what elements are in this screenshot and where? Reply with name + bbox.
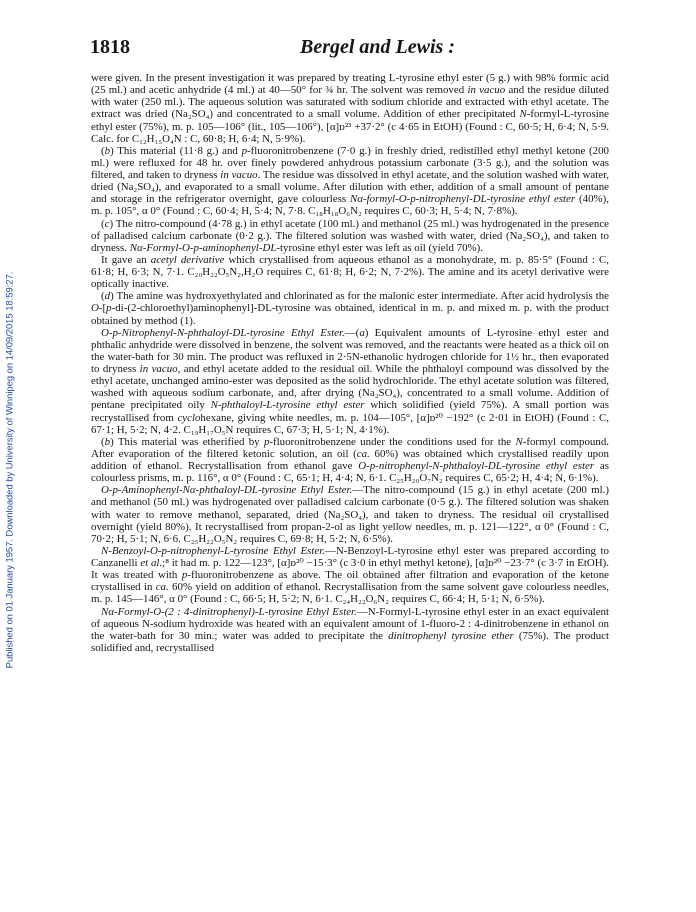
text-run: -di-(2-chloroethyl)aminophenyl]-DL-tyrosine was obtained, identical in m. p. and mixed m. p. with the product obtained by method (1). [91,302,609,327]
text-run: 60% yield on addition of ethanol. Recrystallisation from the same solvent gave colourless needles, m. p. 145—146°, α 0° (Found : C, 66·5; H, 5·2; N, 6·1. C₂₄H₂₂O₆N₂ requires C, 66·4; H, 5·1; N, 6·5%). [91,581,610,606]
paragraph-amino [91,484,609,545]
text-run: -formyl compound. After evaporation of the filtered ketonic solution, an oil ( [91,435,609,460]
text-run: ) This material (11·8 g.) and [110,144,242,157]
text-run: -[ [98,302,107,315]
text-run: were given. In the present investigation it was prepared by treating L-tyrosine ethyl ester (5 g.) with 98% formic acid (25 ml.) and acetic anhydride (4 ml.) at 40—50° for ¾ hr. The solvent was removed [91,72,609,97]
italic-text: O-p-nitrophenyl-N-phthaloyl-DL-tyrosine ethyl ester [358,460,595,472]
page-header [90,36,610,62]
running-title: Bergel and Lewis : [300,36,455,58]
italic-text: a [359,326,365,339]
italic-text: N-phthaloyl-L-tyrosine ethyl ester [210,399,365,412]
italic-text: c [104,217,110,230]
italic-text: N [519,108,527,121]
italic-text: in vacuo [139,363,178,375]
italic-text: cyclo [177,411,201,424]
text-run: tyrosine ethyl ester was left as oil (yield 70%). [280,241,483,254]
text-run: which solidified (yield 75%). A small portion was recrystallised from [91,399,610,424]
text-run: , and ethyl acetate added to the residual oil. While the phthaloyl compound was dissolved by the ethyl acetate, unchanged amino-ester was deposited as the solid hydrochloride. The ethyl acetate solution was filtered, washed with aqueous sodium carbonate, and, after drying (Na₂SO₄), concentrated to a small volume. Addition of pentane precipitated oily [91,363,609,412]
text-run: ) Equivalent amounts of L-tyrosine ethyl ester and phthalic anhydride were dissolved in benzene, the solvent was removed, and the reactants were heated as a thick oil on the water-bath for 30 min. The product was refluxed in 2·5N-ethanolic hydrogen chloride for 1½ hr., then evaporated to dryness [91,326,610,375]
text-run: (75%). The product solidified and, recrystallised [91,629,610,654]
text-run: -fluoronitrobenzene (7·0 g.) in freshly dried, redistilled ethyl methyl ketone (200 ml.) were refluxed for 48 hr. over finely powdered anhydrous potassium carbonate (3·5 g.), and the solution was filtered, and taken to dryness [91,144,609,181]
paragraph-phthaloyl [91,327,609,436]
italic-text: b [104,435,111,448]
text-run: ( [101,217,105,230]
article-body [91,72,609,654]
italic-text: in vacuo [220,169,258,181]
text-run: -fluoronitrobenzene as above. The oil obtained after filtration and evaporation of the ketone crystallised in [91,569,609,594]
publication-stamp-text: Published on 01 January 1957. Downloaded by University of Winnipeg on 14/09/2015 18:59:27. [3,271,15,669]
italic-text: et al. [140,557,163,569]
italic-text: N [515,435,523,448]
italic-text: ca. [356,447,370,460]
italic-text: d [104,290,111,303]
italic-text: ca. [155,581,169,594]
text-run: -formyl-L-tyrosine ethyl ester (75%), m. p. 105—106° (lit., 105—106°), [α]ᴅ²³ +37·2° (c 4·65 in EtOH) (Found : C, 60·5; H, 6·4; N, 5·9. Calc. for C₁₂H₁₅O₄N : C, 60·8; H, 6·4; N, 5·9%). [91,108,609,145]
text-run: which crystallised from aqueous ethanol as a monohydrate, m. p. 85·5° (Found : C, 61·8; H, 6·3; N, 7·1. C₂₀H₂₂O₅N₂,H₂O requires C, 61·8; H, 6·2; N, 7·2%). The amine and its acetyl derivative were optically inactive. [91,253,610,291]
paragraph-dinitro [91,606,609,655]
text-run: as colourless prisms, m. p. 116°, α 0° (Found : C, 65·1; H, 4·4; N, 6·1. C₂₅H₂₀O₇N₂ requires C, 65·2; H, 4·4; N, 6·1%). [91,460,609,485]
italic-text: dinitrophenyl tyrosine ether [388,629,514,642]
paragraph-intro [91,72,609,145]
paragraph-d [91,290,609,326]
text-run: —N-Benzoyl-L-tyrosine ethyl ester was prepared according to Canzanelli [91,544,609,569]
text-run: (40%), m. p. 105°, α 0° (Found : C, 60·4; H, 5·4; N, 7·8. C₁₈H₁₈O₆N₂ requires C, 60·3; H, 5·4; N, 7·8%). [91,193,609,218]
text-run: —( [344,326,360,339]
text-run: ( [101,144,105,157]
italic-text: p [106,302,112,315]
italic-text: p [181,569,188,582]
text-run: -fluoronitrobenzene under the conditions used for the [269,435,516,448]
paragraph-phthaloyl-b [91,436,609,485]
page-number: 1818 [90,36,130,58]
italic-text: b [104,144,111,157]
publication-stamp [2,160,16,780]
italic-text: acetyl derivative [150,253,225,266]
italic-text: O-p-Aminophenyl-Nα-phthaloyl-DL-tyrosine Ethyl Ester. [101,484,353,497]
italic-text: in vacuo [467,84,506,97]
text-run: hexane, giving white needles, m. p. 104—105°, [α]ᴅ²⁰ −192° (c 2·01 in EtOH) (Found : C, 67·1; H, 5·2; N, 4·2. C₁₉H₁₇O₅N requires C, 67·3; H, 5·1; N, 4·1%). [91,411,609,436]
text-run: —The nitro-compound (15 g.) in ethyl acetate (200 ml.) and methanol (50 ml.) was hydrogenated over palladised calcium carbonate (0·5 g.). The filtered solution was shaken with water to remove methanol, separated, dried (Na₂SO₄), and taken to dryness. The residual oil crystallised overnight (yield 80%). It recrystallised from propan-2-ol as light yellow needles, m. p. 121—122°, α 0° (Found : C, 70·2; H, 5·1; N, 6·6. C₂₅H₂₂O₅N₂ requires C, 69·8; H, 5·2; N, 6·5%). [91,484,609,545]
text-run: It gave an [101,253,151,266]
paragraph-c [91,218,609,254]
italic-text: O [91,302,99,315]
italic-text: p [241,144,248,157]
text-run: ;⁸ it had m. p. 122—123°, [α]ᴅ²⁰ −15·3° (c 3·0 in ethyl methyl ketone), [α]ᴅ²⁰ −23·7° (c 3·7 in EtOH). It was treated with [91,557,609,582]
paragraph-acetyl [91,254,609,290]
italic-text: N-Benzoyl-O-p-nitrophenyl-L-tyrosine Ethyl Ester. [101,544,326,557]
italic-text: Nα-formyl-O-p-nitrophenyl-DL-tyrosine ethyl ester [350,193,576,206]
text-run: ( [101,435,105,448]
text-run: ) The nitro-compound (4·78 g.) in ethyl acetate (100 ml.) and methanol (25 ml.) was hydrogenated in the presence of palladised calcium carbonate (0·2 g.). The filtered solution was washed with water, dried (Na₂SO₄), and taken to dryness. [91,217,609,254]
italic-text: Nα-Formyl-O-(2 : 4-dinitrophenyl)-L-tyrosine Ethyl Ester. [101,605,357,618]
text-run: ( [101,290,105,303]
italic-text: p [263,435,270,448]
italic-text: O-p-Nitrophenyl-N-phthaloyl-DL-tyrosine Ethyl Ester. [101,326,345,339]
text-run: 60%) was obtained which crystallised readily upon addition of ethanol. Recrystallisation from ethanol gave [91,447,609,472]
text-run: . The residue was dissolved in ethyl acetate, and the solution washed with water, dried (Na₂SO₄), and evaporated to a small volume. After dilution with ether, addition of a small amount of pentane and storage in the refrigerator overnight, gave colourless [91,169,609,206]
text-run: and the residue diluted with water (250 ml.). The aqueous solution was saturated with sodium chloride and extracted with ethyl acetate. The extract was dried (Na₂SO₄) and concentrated to a small volume. Addition of ether precipitated [91,84,609,121]
text-run: —N-Formyl-L-tyrosine ethyl ester in an exact equivalent of aqueous N-sodium hydroxide was heated with an equivalent amount of 1-fluoro-2 : 4-dinitrobenzene in ethanol on the water-bath for 30 min.; water was added to precipitate the [91,605,610,642]
paragraph-b [91,145,609,218]
text-run: ) The amine was hydroxyethylated and chlorinated as for the malonic ester intermediate. After acid hydrolysis the [110,290,609,303]
paragraph-benzoyl [91,545,609,606]
italic-text: Nα-Formyl-O-p-aminophenyl-DL- [129,241,281,254]
text-run: ) This material was etherified by [110,435,264,448]
